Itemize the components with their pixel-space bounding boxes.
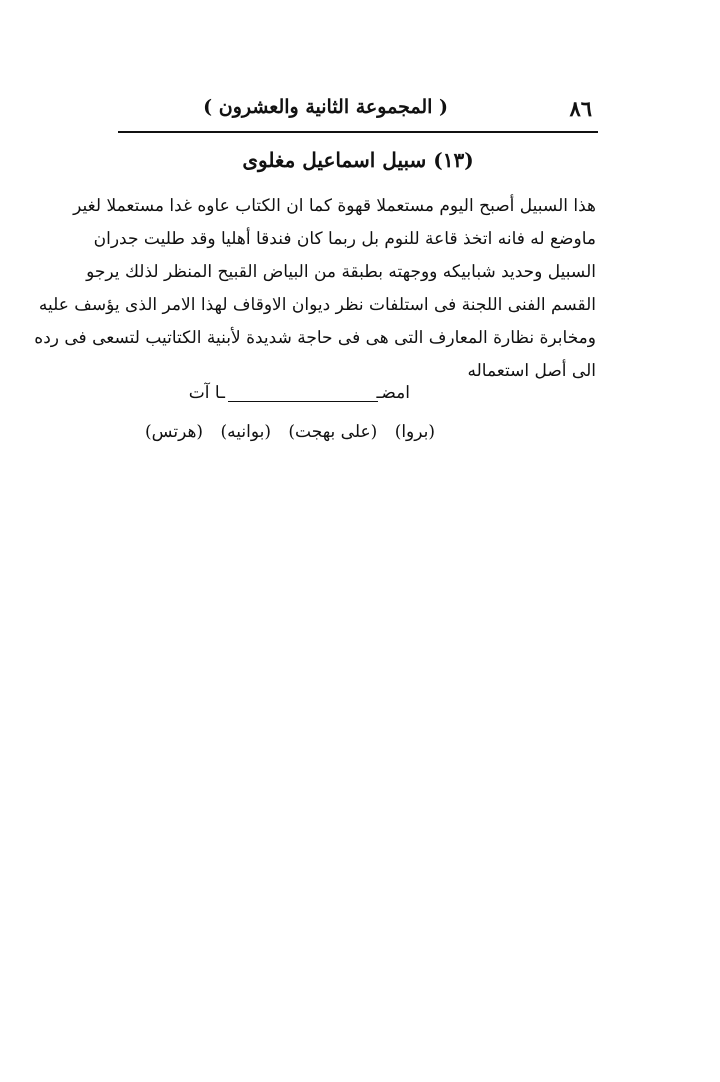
signatory-name: (على بهجت): [288, 422, 378, 442]
signatory-name: (بوانيه): [220, 422, 271, 442]
body-line: ماوضع له فانه اتخذ قاعة للنوم بل ربما كان فندقا أهليا وقد طليت جدران: [93, 229, 596, 249]
signatory-name: (هرتس): [145, 422, 204, 442]
body-paragraph: [34, 190, 596, 388]
section-title: (١٣) سبيل اسماعيل مغلوى: [242, 148, 474, 172]
signature-label: امضـ: [376, 383, 410, 403]
signature-line: [228, 401, 378, 402]
body-line: الى أصل استعماله: [467, 361, 596, 381]
signatories-list: [145, 422, 435, 442]
body-line: السبيل وحديد شبابيكه ووجهته بطبقة من البياض القبيح المنظر لذلك يرجو: [86, 262, 596, 282]
signatory-name: (بروا): [394, 422, 435, 442]
running-head: ( المجموعة الثانية والعشرون ): [203, 96, 448, 118]
body-line: القسم الفنى اللجنة فى استلفات نظر ديوان الاوقاف لهذا الامر الذى يؤسف عليه: [38, 295, 596, 315]
header-rule: [118, 131, 598, 133]
body-line: هذا السبيل أصبح اليوم مستعملا قهوة كما ان الكتاب عاوه غدا مستعملا لغير: [73, 196, 596, 216]
page-header: [118, 88, 598, 128]
body-line: ومخابرة نظارة المعارف التى هى فى حاجة شديدة لأبنية الكتاتيب لتسعى فى رده: [34, 328, 596, 348]
page-number: ٨٦: [569, 96, 592, 121]
signature-row: [150, 383, 410, 413]
signature-ending: ـا آت: [188, 383, 225, 403]
